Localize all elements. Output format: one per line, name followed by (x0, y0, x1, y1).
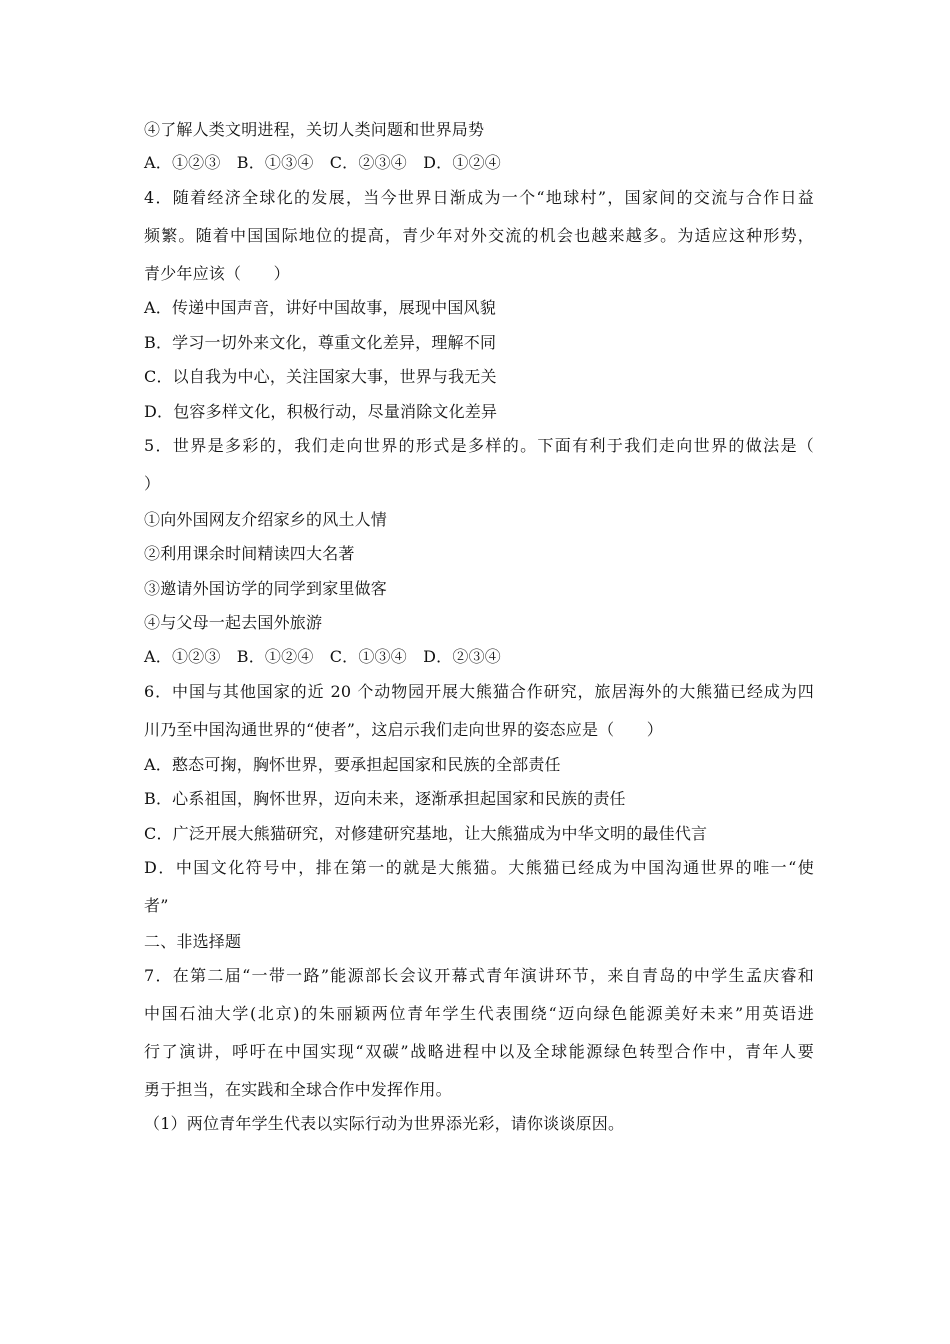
answer-choices: A．①②③ B．①②④ C．①③④ D．②③④ (144, 647, 501, 666)
answer-option-d: D．包容多样文化，积极行动，尽量消除文化差异 (144, 402, 498, 421)
answer-option-b: B．心系祖国，胸怀世界，迈向未来，逐渐承担起国家和民族的责任 (144, 789, 626, 808)
question-5-text: ） (144, 474, 161, 493)
answer-choices: A．①②③ B．①③④ C．②③④ D．①②④ (144, 153, 501, 172)
option-item: ③邀请外国访学的同学到家里做客 (144, 579, 388, 598)
question-5-text: 5．世界是多彩的，我们走向世界的形式是多样的。下面有利于我们走向世界的做法是（ (144, 436, 814, 455)
question-7-text: 7．在第二届“一带一路”能源部长会议开幕式青年演讲环节，来自青岛的中学生孟庆睿和 (144, 966, 814, 985)
question-7-text: 行了演讲，呼吁在中国实现“双碳”战略进程中以及全球能源绿色转型合作中，青年人要 (144, 1042, 814, 1061)
question-4-text: 4．随着经济全球化的发展，当今世界日渐成为一个“地球村”，国家间的交流与合作日益 (144, 188, 814, 207)
option-item: ④与父母一起去国外旅游 (144, 613, 323, 632)
section-heading: 二、非选择题 (144, 932, 242, 951)
answer-option-c: C．以自我为中心，关注国家大事，世界与我无关 (144, 367, 497, 386)
answer-option-a: A．憨态可掬，胸怀世界，要承担起国家和民族的全部责任 (144, 755, 561, 774)
option-item: ④了解人类文明进程，关切人类问题和世界局势 (144, 120, 485, 139)
question-4-text: 青少年应该（ ） (144, 264, 290, 283)
question-6-text: 6．中国与其他国家的近 20 个动物园开展大熊猫合作研究，旅居海外的大熊猫已经成为四 (144, 682, 814, 701)
option-item: ①向外国网友介绍家乡的风土人情 (144, 510, 388, 529)
sub-question: （1）两位青年学生代表以实际行动为世界添光彩，请你谈谈原因。 (144, 1114, 625, 1133)
question-7-text: 中国石油大学(北京)的朱丽颖两位青年学生代表围绕“迈向绿色能源美好未来”用英语进 (144, 1004, 814, 1023)
question-7-text: 勇于担当，在实践和全球合作中发挥作用。 (144, 1080, 452, 1099)
answer-option-b: B．学习一切外来文化，尊重文化差异，理解不同 (144, 333, 497, 352)
answer-option-c: C．广泛开展大熊猫研究，对修建研究基地，让大熊猫成为中华文明的最佳代言 (144, 824, 708, 843)
question-4-text: 频繁。随着中国国际地位的提高，青少年对外交流的机会也越来越多。为适应这种形势， (144, 226, 814, 245)
answer-option-d: 者” (144, 896, 169, 915)
option-item: ②利用课余时间精读四大名著 (144, 544, 355, 563)
question-6-text: 川乃至中国沟通世界的“使者”，这启示我们走向世界的姿态应是（ ） (144, 720, 663, 739)
answer-option-a: A．传递中国声音，讲好中国故事，展现中国风貌 (144, 298, 496, 317)
answer-option-d: D．中国文化符号中，排在第一的就是大熊猫。大熊猫已经成为中国沟通世界的唯一“使 (144, 858, 814, 877)
